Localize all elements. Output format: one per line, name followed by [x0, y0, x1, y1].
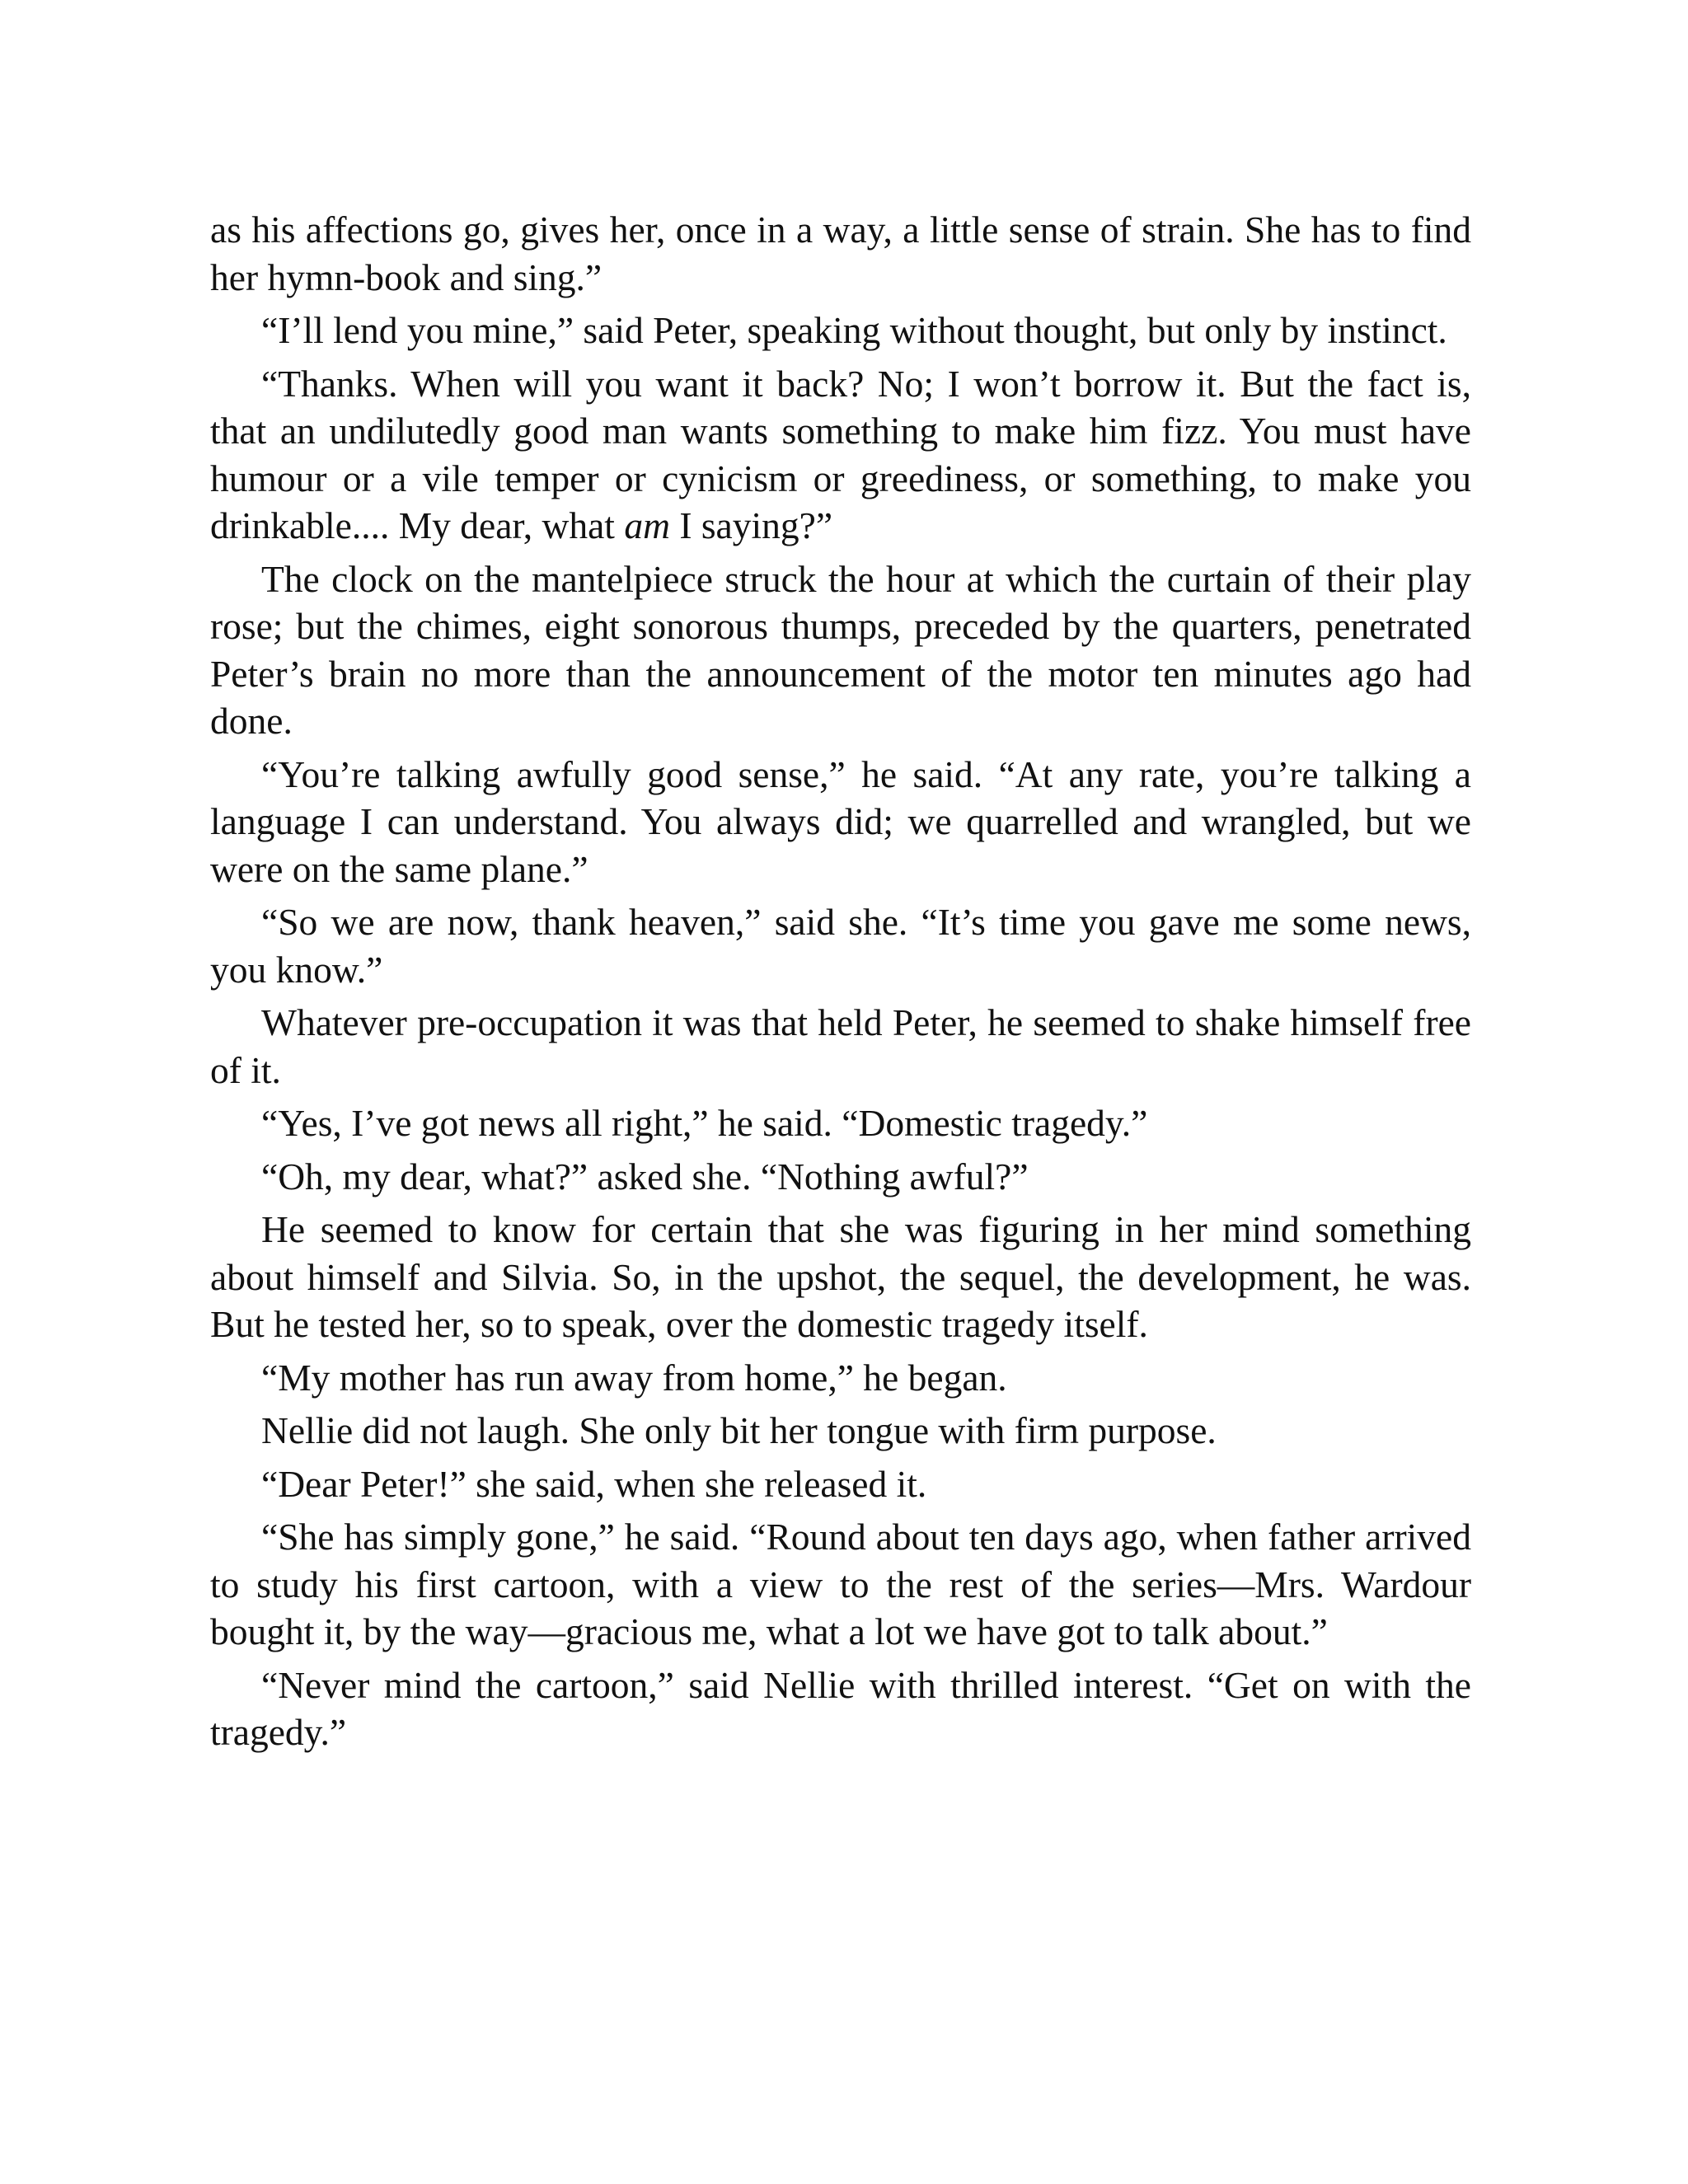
paragraph-10: He seemed to know for certain that she was figuring in her mind something about himself and Silvia. So, in the upshot, the sequel, the development, he was. But he tested her, so to speak, over the domestic tragedy itself.: [210, 1208, 1471, 1345]
paragraph-15: “Never mind the cartoon,” said Nellie with thrilled interest. “Get on with the tragedy.”: [210, 1663, 1471, 1753]
paragraph-5: “You’re talking awfully good sense,” he said. “At any rate, you’re talking a language I can understand. You always did; we quarrelled and wrangled, but we were on the same plane.”: [210, 752, 1471, 890]
paragraph-3-text-after: I saying?”: [669, 504, 833, 546]
paragraph-3-text-before: “Thanks. When will you want it back? No; I won’t borrow it. But the fact is, that an undilutedly good man wants something to make him fizz. You must have humour or a vile temper or cynicism or greediness, or something, to make you drinkable.... My dear, what: [210, 362, 1471, 546]
book-page: [210, 206, 1471, 1762]
paragraph-8: “Yes, I’ve got news all right,” he said. “Domestic tragedy.”: [261, 1102, 1148, 1144]
paragraph-4: The clock on the mantelpiece struck the hour at which the curtain of their play rose; but the chimes, eight sonorous thumps, preceded by the quarters, penetrated Peter’s brain no more than the announcement of the motor ten minutes ago had done.: [210, 557, 1471, 742]
paragraph-14: “She has simply gone,” he said. “Round about ten days ago, when father arrived to study his first cartoon, with a view to the rest of the series—Mrs. Wardour bought it, by the way—gracious me, what a lot we have got to talk about.”: [210, 1516, 1471, 1652]
paragraph-3: [210, 360, 1471, 550]
paragraph-11: “My mother has run away from home,” he began.: [261, 1356, 1007, 1399]
paragraph-9: “Oh, my dear, what?” asked she. “Nothing awful?”: [261, 1155, 1029, 1197]
paragraph-2: “I’ll lend you mine,” said Peter, speaking without thought, but only by instinct.: [261, 309, 1447, 351]
paragraph-13: “Dear Peter!” she said, when she released it.: [261, 1462, 927, 1505]
paragraph-7: Whatever pre-occupation it was that held Peter, he seemed to shake himself free of it.: [210, 1001, 1471, 1091]
paragraph-3-emphasis: am: [624, 504, 670, 546]
paragraph-12: Nellie did not laugh. She only bit her tongue with firm purpose.: [261, 1409, 1217, 1451]
paragraph-6: “So we are now, thank heaven,” said she. “It’s time you gave me some news, you know.”: [210, 901, 1471, 991]
paragraph-1: as his affections go, gives her, once in a way, a little sense of strain. She has to find her hymn-book and sing.”: [210, 209, 1471, 298]
